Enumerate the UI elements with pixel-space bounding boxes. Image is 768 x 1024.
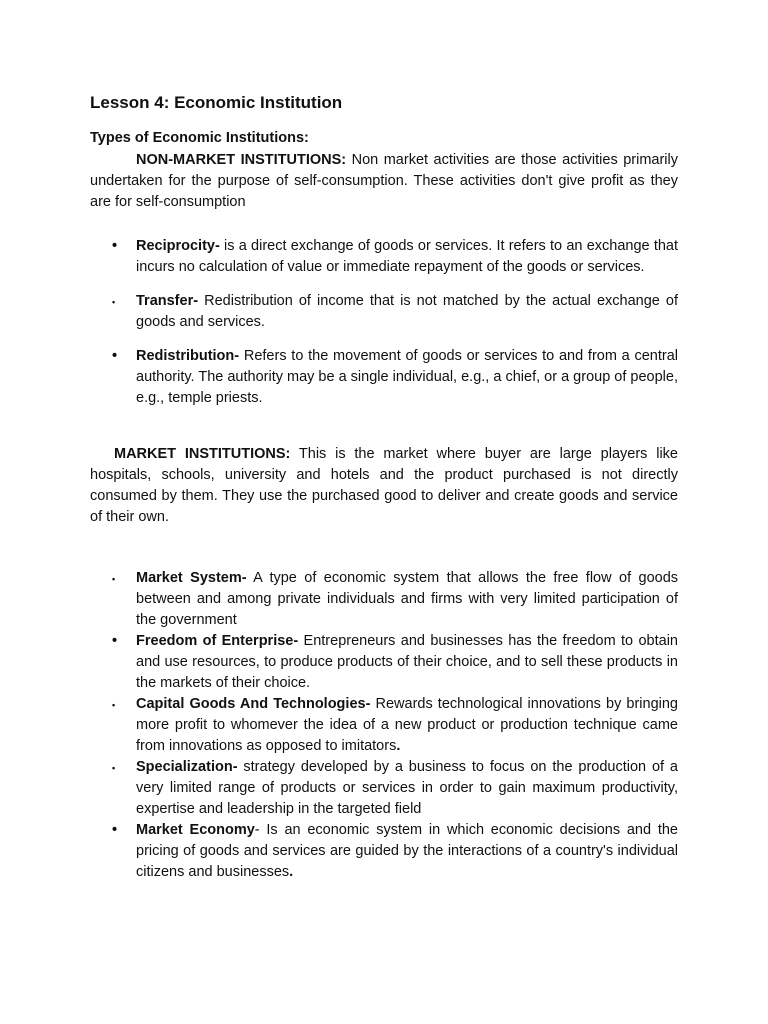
- item-text: Rewards technological innovations by bringing more profit to whomever the idea of a new product or production technique came from innovations as opposed to imitators: [136, 696, 679, 754]
- non-market-label: NON-MARKET INSTITUTIONS:: [136, 152, 347, 168]
- list-item: [112, 568, 678, 631]
- lesson-title: Lesson 4: Economic Institution: [90, 93, 343, 112]
- list-item: [112, 236, 678, 278]
- item-term: Market System-: [136, 570, 247, 586]
- market-text: This is the market where buyer are large players like hospitals, schools, university and hotels and the product purchased is not directly consumed by them. They use the purchased good to deliver and create goods and service of their own.: [90, 446, 678, 525]
- non-market-list: [112, 236, 678, 409]
- bullet-icon: •: [112, 633, 118, 649]
- list-item: [112, 694, 678, 757]
- list-item: [112, 820, 678, 883]
- item-text: is a direct exchange of goods or services. It refers to an exchange that incurs no calculation of value or immediate repayment of the goods or services.: [136, 238, 678, 275]
- bullet-icon: •: [112, 348, 118, 364]
- non-market-text: Non market activities are those activities primarily undertaken for the purpose of self-consumption. These activities don't give profit as they are for self-consumption: [90, 152, 678, 210]
- item-end: .: [289, 864, 294, 880]
- list-item: [112, 757, 678, 820]
- item-term: Freedom of Enterprise-: [136, 633, 299, 649]
- item-text: - Is an economic system in which economic decisions and the pricing of goods and services are guided by the interactions of a country's individual citizens and businesses: [136, 822, 678, 880]
- bullet-icon: •: [112, 238, 118, 254]
- item-term: Transfer-: [136, 293, 199, 309]
- bullet-icon: •: [112, 763, 116, 773]
- list-item: [112, 631, 678, 694]
- item-end: .: [396, 738, 401, 754]
- list-item: [112, 346, 678, 409]
- item-text: A type of economic system that allows the free flow of goods between and among private individuals and firms with very limited participation of the government: [136, 570, 679, 628]
- types-heading: Types of Economic Institutions:: [90, 130, 309, 146]
- item-term: Specialization-: [136, 759, 238, 775]
- market-list: [112, 568, 678, 883]
- item-text: strategy developed by a business to focus on the production of a very limited range of products or services in order to gain maximum productivity, expertise and leadership in the targeted field: [136, 759, 678, 817]
- list-item: [112, 291, 678, 333]
- item-text: Redistribution of income that is not matched by the actual exchange of goods and services.: [136, 293, 678, 330]
- non-market-paragraph: [90, 150, 678, 213]
- item-term: Market Economy: [136, 822, 255, 838]
- bullet-icon: •: [112, 700, 116, 710]
- bullet-icon: •: [112, 822, 118, 838]
- item-term: Redistribution-: [136, 348, 240, 364]
- item-term: Reciprocity-: [136, 238, 220, 254]
- market-paragraph: [90, 444, 678, 528]
- market-label: MARKET INSTITUTIONS:: [114, 446, 291, 462]
- bullet-icon: •: [112, 574, 116, 584]
- item-term: Capital Goods And Technologies-: [136, 696, 371, 712]
- item-text: Refers to the movement of goods or services to and from a central authority. The authority may be a single individual, e.g., a chief, or a group of people, e.g., temple priests.: [136, 348, 678, 406]
- item-text: Entrepreneurs and businesses has the freedom to obtain and use resources, to produce products of their choice, and to sell these products in the markets of their choice.: [136, 633, 678, 691]
- bullet-icon: •: [112, 297, 116, 307]
